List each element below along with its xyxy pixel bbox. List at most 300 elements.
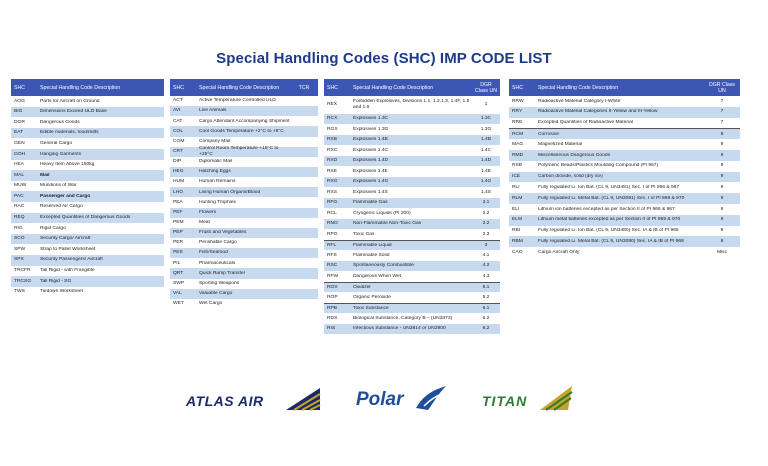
table-row	[324, 313, 500, 324]
dgr-class: 9	[720, 185, 724, 191]
dgr-class: 3	[484, 242, 488, 248]
header-code: SHC	[173, 84, 184, 91]
table-row	[170, 268, 318, 278]
shc-code: SPX	[14, 257, 24, 263]
shc-description: Mail	[40, 172, 50, 178]
shc-code: PEA	[173, 199, 183, 205]
dgr-class: 9	[720, 152, 724, 158]
shc-code: HEA	[14, 162, 25, 168]
shc-description: Flowers	[199, 209, 217, 215]
shc-description: Meat	[199, 220, 210, 225]
shc-code: PAC	[14, 193, 24, 199]
polar-logo	[356, 384, 456, 414]
shc-description: Live Animals	[199, 108, 227, 114]
shc-code: RSC	[327, 263, 338, 269]
shc-code: RIG	[14, 225, 23, 231]
shc-table-general	[11, 79, 164, 297]
shc-description: Diplomatic Mail	[199, 159, 233, 165]
shc-description: Edible materials, foodstuffs	[40, 130, 99, 136]
shc-description: Excepted Quantities of Dangerous Goods	[40, 215, 131, 221]
shc-code: RMD	[512, 152, 524, 158]
table-row	[11, 107, 164, 118]
table-row	[170, 228, 318, 238]
table-row	[324, 240, 500, 251]
table-row	[170, 96, 318, 106]
table-row	[11, 138, 164, 149]
table-row	[509, 107, 740, 118]
shc-table-dgr-1	[324, 79, 500, 334]
shc-code: ROX	[327, 284, 338, 290]
table-row	[11, 244, 164, 255]
titan-logo	[482, 384, 582, 414]
shc-description: Cargo Aircraft Only	[538, 249, 580, 255]
dgr-class: 6.2	[482, 315, 490, 321]
table-row	[11, 266, 164, 277]
table-row	[170, 238, 318, 248]
shc-description: Flammable Gas	[353, 200, 388, 206]
shc-description: Fruits and Vegetables	[199, 230, 247, 236]
shc-code: WET	[173, 301, 184, 307]
shc-code: RCX	[327, 116, 338, 122]
header-class: DGR Class UN	[475, 81, 497, 94]
shc-description: Miscellaneous Dangerous Goods	[538, 152, 611, 158]
table-row	[324, 303, 500, 314]
dgr-class: 4.1	[482, 252, 490, 258]
table-row	[324, 282, 500, 293]
titan-wordmark: TITAN	[482, 393, 528, 409]
shc-code: ELI	[512, 206, 520, 212]
table-row	[324, 166, 500, 177]
table-row	[509, 118, 740, 129]
shc-code: HUM	[173, 179, 185, 185]
table-header	[170, 79, 318, 96]
shc-code: EAT	[14, 130, 24, 136]
table-row	[324, 261, 500, 272]
table-row	[324, 124, 500, 135]
shc-description: Valuable Cargo	[199, 290, 233, 296]
table-body	[509, 96, 740, 258]
shc-code: RSB	[512, 163, 523, 169]
shc-code: RFW	[327, 273, 339, 279]
table-row	[170, 106, 318, 116]
dgr-class: 1.4C	[480, 147, 492, 153]
table-row	[170, 248, 318, 258]
shc-description: Toxic Substance	[353, 305, 389, 311]
shc-code: HEG	[173, 169, 184, 175]
table-row	[11, 128, 164, 139]
table-row	[324, 292, 500, 303]
table-row	[324, 187, 500, 198]
dgr-class: 2.3	[482, 231, 490, 237]
table-row	[170, 167, 318, 177]
table-row	[509, 236, 740, 247]
table-row	[11, 170, 164, 181]
shc-description: Parts for Aircraft on Ground	[40, 98, 100, 104]
shc-code: ACT	[173, 98, 183, 104]
shc-code: RBM	[512, 239, 523, 244]
table-row	[11, 181, 164, 192]
table-body	[324, 96, 500, 334]
shc-code: AOG	[14, 98, 25, 104]
dgr-class: 1.4E	[480, 168, 492, 174]
shc-description: Security Passengers/ Aircraft	[40, 257, 103, 263]
shc-code: RRY	[512, 109, 523, 115]
shc-code: RFS	[327, 252, 337, 258]
dgr-class: 9	[720, 228, 724, 234]
dgr-class: 2.2	[482, 210, 490, 216]
shc-description: Spontaneously Combustible	[353, 263, 414, 269]
table-row	[11, 191, 164, 202]
dgr-class: 9	[720, 174, 724, 180]
table-row	[324, 219, 500, 230]
shc-description: Dimensions Exceed ULD Base	[40, 109, 107, 115]
table-row	[11, 287, 164, 298]
shc-code: SCO	[14, 236, 25, 242]
shc-code: GEN	[14, 140, 25, 146]
shc-code: RXD	[327, 158, 338, 164]
table-header	[509, 79, 740, 96]
shc-description: Heavy Item Above 150kg	[40, 162, 95, 168]
shc-code: DGR	[14, 119, 25, 125]
table-row	[11, 96, 164, 107]
table-row	[509, 182, 740, 193]
table-row	[324, 145, 500, 156]
shc-code: LHO	[173, 189, 184, 195]
shc-description: Tall Rigid - with Frangible	[40, 268, 95, 274]
shc-code: PER	[173, 240, 184, 246]
shc-code: RDS	[327, 315, 338, 321]
shc-code: RXB	[327, 137, 338, 143]
shc-description: Cool Goods Temperature +2°C to +8°C	[199, 128, 284, 134]
table-row	[170, 279, 318, 289]
table-row	[509, 128, 740, 139]
table-row	[11, 117, 164, 128]
shc-description: Quick Ramp Transfer	[199, 270, 246, 276]
shc-code: COL	[173, 128, 184, 134]
table-row	[509, 150, 740, 161]
shc-code: CAO	[512, 249, 523, 255]
shc-code: SPW	[14, 246, 26, 252]
shc-description: Non-Flammable Non-Toxic Gas	[353, 221, 422, 227]
shc-code: ICE	[512, 174, 521, 180]
shc-description: Explosives 1.4B	[353, 137, 388, 143]
shc-description: Hunting Trophies	[199, 199, 236, 205]
dgr-class: 1.4S	[480, 189, 492, 195]
dgr-class: 5.2	[482, 294, 490, 300]
shc-description: Radioactive Material Category I-White	[538, 98, 621, 104]
dgr-class: 9	[720, 217, 724, 223]
shc-code: PIL	[173, 260, 181, 266]
shc-description: Munitions of War	[40, 183, 77, 189]
dgr-class: 4.3	[482, 273, 490, 279]
table-body	[11, 96, 164, 297]
shc-description: Oxidizer	[353, 284, 371, 290]
shc-description: Excepted Quantities of Radioactive Material	[538, 120, 633, 126]
shc-table-dgr-2	[509, 79, 740, 258]
shc-description: Lithium metal batteries excepted as per Section II of PI 969 & 970	[538, 217, 681, 223]
dgr-class: 6.2	[482, 326, 490, 332]
dgr-class: 4.2	[482, 263, 490, 269]
table-row	[170, 116, 318, 126]
shc-description: Tiedown Worksheet	[40, 289, 83, 295]
header-class: TCR	[298, 84, 310, 91]
shc-code: RCM	[512, 131, 524, 137]
table-row	[324, 177, 500, 188]
table-row	[11, 223, 164, 234]
shc-code: RLI	[512, 185, 520, 191]
table-row	[170, 126, 318, 136]
shc-code: DIP	[173, 159, 182, 165]
table-row	[170, 177, 318, 187]
shc-description: Perishable Cargo	[199, 240, 237, 246]
dgr-class: 6.1	[482, 305, 490, 311]
shc-description: Dangerous Goods	[40, 119, 80, 125]
shc-code: RRW	[512, 98, 524, 104]
dgr-class: 9	[720, 195, 724, 201]
table-row	[170, 299, 318, 309]
shc-description: Dangerous When Wet	[353, 273, 402, 279]
shc-description: Radioactive Material Categories II-Yellow and III-Yellow	[538, 109, 658, 115]
shc-code: RXC	[327, 147, 338, 153]
shc-description: Forbidden Explosives, Divisions 1.1, 1.2,1.3, 1.4F, 1.5 and 1.6	[353, 99, 470, 110]
shc-code: RXS	[327, 189, 338, 195]
table-row	[11, 234, 164, 245]
shc-code: BIG	[14, 109, 23, 115]
header-code: SHC	[512, 84, 523, 91]
shc-description: Pharmaceuticals	[199, 260, 236, 266]
header-description: Special Handling Code Description	[40, 84, 121, 91]
table-row	[11, 255, 164, 266]
dgr-class: 1	[484, 102, 488, 108]
dgr-class: 7	[720, 98, 724, 104]
shc-code: QRT	[173, 270, 184, 276]
shc-code: RCL	[327, 210, 337, 216]
shc-description: Reserved Air Cargo	[40, 204, 83, 210]
table-row	[324, 96, 500, 114]
shc-description: Hanging Garments	[40, 151, 82, 157]
dgr-class: 2.2	[482, 221, 490, 227]
shc-code: CRT	[173, 149, 183, 155]
shc-code: ROP	[327, 294, 338, 300]
table-row	[170, 197, 318, 207]
shc-code: PEP	[173, 230, 183, 236]
dgr-class: Misc	[716, 249, 728, 255]
shc-description: Fully regulated Li. Ion Bat. (CL 9, UN3480) Sec. IA & IB of PI 965	[538, 228, 679, 234]
table-row	[11, 213, 164, 224]
shc-description: Living Human Organs/Blood	[199, 189, 261, 195]
shc-description: Wet Cargo	[199, 301, 223, 307]
table-header	[324, 79, 500, 96]
table-row	[170, 157, 318, 167]
shc-description: Carbon dioxide, solid (dry ice)	[538, 174, 603, 180]
shc-description: Explosives 1.3C	[353, 116, 389, 122]
table-row	[324, 229, 500, 240]
shc-code: RFG	[327, 200, 338, 206]
table-row	[170, 289, 318, 299]
dgr-class: 9	[720, 239, 724, 244]
shc-code: TRCSG	[14, 278, 32, 284]
table-row	[11, 276, 164, 287]
dgr-class: 9	[720, 163, 724, 169]
shc-description: Infectious Substance - UN2814 or UN2900	[353, 326, 446, 332]
shc-description: Control Room Temperature +15°C to +25°C	[199, 146, 279, 157]
header-description: Special Handling Code Description	[199, 84, 280, 91]
shc-description: Organic Peroxide	[353, 294, 391, 300]
dgr-class: 7	[720, 109, 724, 115]
atlas-air-logo	[186, 384, 326, 414]
shc-description: Explosives 1.4D	[353, 158, 389, 164]
shc-code: VAL	[173, 290, 182, 296]
dgr-class: 1.4D	[480, 158, 492, 164]
shc-code: COM	[173, 138, 185, 144]
dgr-class: 1.3C	[480, 116, 492, 122]
table-row	[324, 271, 500, 282]
header-class: DGR Class UN	[709, 81, 735, 94]
shc-description: Security Cargo/ Aircraft	[40, 236, 91, 242]
airline-logos	[0, 384, 768, 414]
shc-description: Lithium ion batteries excepted as per Section II of PI 966 & 967	[538, 206, 675, 212]
shc-code: PES	[173, 250, 183, 256]
shc-code: RLM	[512, 195, 523, 201]
shc-code: MAL	[14, 172, 25, 178]
dgr-class: 9	[720, 141, 724, 147]
shc-description: Explosives 1.4C	[353, 147, 389, 153]
dgr-class: 5.1	[482, 284, 490, 290]
shc-description: Toxic Gas	[353, 231, 375, 237]
table-row	[509, 193, 740, 204]
shc-description: Magnetized Material	[538, 141, 583, 147]
shc-description: Rigid Cargo	[40, 225, 66, 231]
shc-code: REQ	[14, 215, 25, 221]
shc-code: CAT	[173, 118, 183, 124]
table-body	[170, 96, 318, 309]
shc-table-temperature	[170, 79, 318, 309]
table-row	[509, 215, 740, 226]
table-row	[324, 250, 500, 261]
shc-description: Explosives 1.4S	[353, 189, 388, 195]
shc-description: Biological Substance, Category B – (UN3373)	[353, 315, 453, 321]
shc-code: REX	[327, 102, 338, 108]
table-row	[324, 114, 500, 125]
shc-description: Passenger and Cargo	[40, 193, 91, 199]
header-code: SHC	[14, 84, 25, 91]
atlas-globe-icon	[284, 384, 324, 414]
table-row	[11, 160, 164, 171]
titan-wing-icon	[538, 384, 576, 414]
shc-code: RXE	[327, 168, 338, 174]
shc-code: SWP	[173, 280, 185, 286]
dgr-class: 1.4G	[480, 179, 492, 185]
table-row	[509, 172, 740, 183]
shc-code: PEF	[173, 209, 183, 215]
table-row	[509, 226, 740, 237]
shc-code: RAC	[14, 204, 25, 210]
shc-code: MUW	[14, 183, 27, 189]
shc-code: RNG	[327, 221, 338, 227]
dgr-class: 2.1	[482, 200, 490, 206]
shc-code: AVI	[173, 108, 181, 114]
shc-description: Fully regulated Li. Ion Bat. (CL 9, UN3481) Sec. I of PI 966 & 967	[538, 185, 680, 191]
shc-description: Explosives 1.3G	[353, 126, 389, 132]
shc-code: ELM	[512, 217, 523, 223]
table-row	[509, 96, 740, 107]
shc-code: RBI	[512, 228, 521, 234]
table-row	[509, 161, 740, 172]
dgr-class: 7	[720, 120, 724, 126]
dgr-class: 9	[720, 206, 724, 212]
shc-code: RGX	[327, 126, 338, 132]
table-row	[170, 147, 318, 157]
table-row	[170, 137, 318, 147]
dgr-class: 1.4B	[480, 137, 492, 143]
shc-description: Strap to Pallet Worksheet	[40, 246, 96, 252]
shc-description: Fish/Seafood	[199, 250, 228, 256]
table-row	[324, 156, 500, 167]
shc-description: Active Temperature Controlled ULD	[199, 98, 276, 104]
shc-description: Human Remains	[199, 179, 236, 185]
table-row	[324, 198, 500, 209]
table-row	[11, 149, 164, 160]
shc-code: RPB	[327, 305, 338, 311]
table-row	[324, 324, 500, 335]
shc-code: MAG	[512, 141, 524, 147]
shc-code: RRE	[512, 120, 523, 126]
table-row	[170, 208, 318, 218]
shc-description: Polymeric Beads/Plastics Moulding Compound (PI 957)	[538, 163, 659, 169]
shc-description: Corrosive	[538, 131, 559, 137]
shc-code: RPG	[327, 231, 338, 237]
table-row	[509, 139, 740, 150]
shc-description: Cargo Attendant Accompanying Shipment	[199, 118, 290, 124]
table-row	[170, 218, 318, 228]
shc-description: Company Mail	[199, 138, 231, 144]
shc-description: Explosives 1.4G	[353, 179, 389, 185]
table-row	[170, 258, 318, 268]
shc-code: TRCFR	[14, 268, 31, 274]
shc-code: PEM	[173, 220, 184, 225]
page-title: Special Handling Codes (SHC) IMP CODE LIST	[216, 50, 552, 67]
shc-description: Hatching Eggs	[199, 169, 231, 175]
dgr-class: 8	[720, 131, 724, 137]
polar-bird-icon	[414, 384, 448, 414]
shc-description: Fully regulated Li. Metal Bat. (CL 9, UN3091) Sec. I of PI 969 & 970	[538, 195, 685, 201]
header-description: Special Handling Code Description	[538, 84, 619, 91]
shc-description: General Cargo	[40, 140, 73, 146]
table-row	[11, 202, 164, 213]
header-code: SHC	[327, 84, 338, 91]
shc-description: Sporting Weapons	[199, 280, 240, 286]
polar-wordmark: Polar	[356, 389, 404, 410]
table-row	[509, 204, 740, 215]
table-row	[324, 208, 500, 219]
shc-description: Fully regulated Li. Metal Bat. (CL 9, UN3090) Sec. IA & IB of PI 968	[538, 239, 684, 244]
shc-code: RIS	[327, 326, 336, 332]
shc-code: GOH	[14, 151, 26, 157]
table-header	[11, 79, 164, 96]
shc-code: RXG	[327, 179, 338, 185]
shc-description: Tall Rigid - SG	[40, 278, 72, 284]
atlas-air-wordmark: ATLAS AIR	[186, 393, 264, 409]
dgr-class: 1.3G	[480, 126, 492, 132]
table-row	[509, 247, 740, 258]
header-description: Special Handling Code Description	[353, 84, 434, 91]
shc-code: TWS	[14, 289, 25, 295]
table-row	[324, 135, 500, 146]
shc-description: Flammable Liquid	[353, 242, 392, 248]
shc-description: Explosives 1.4E	[353, 168, 388, 174]
shc-description: Cryogenic Liquids (PI 200)	[353, 210, 411, 216]
table-row	[170, 187, 318, 197]
